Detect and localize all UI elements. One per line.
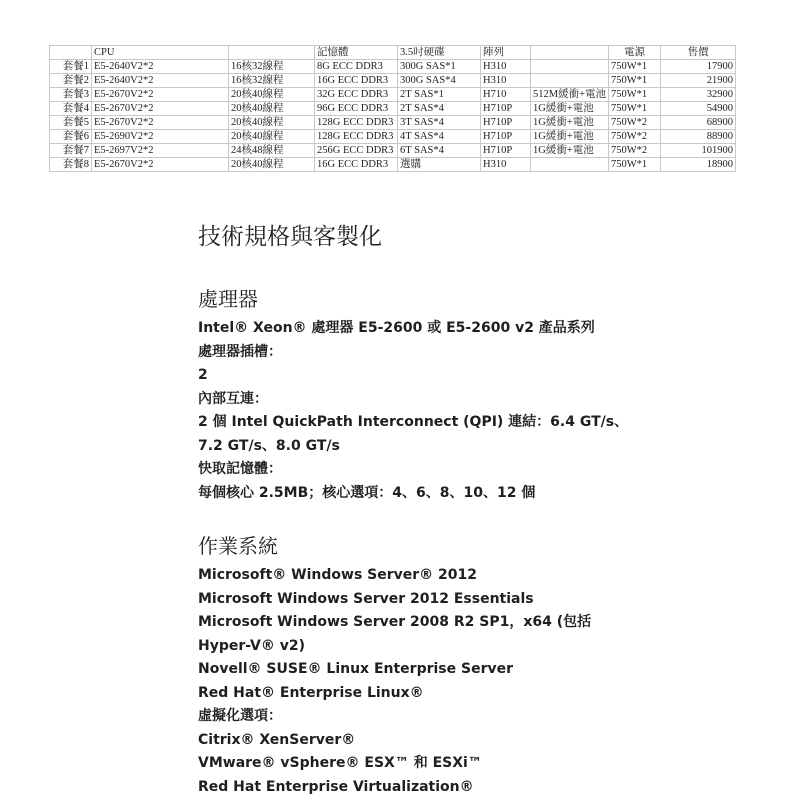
cell-raid-controller: H310 — [481, 74, 531, 88]
interconnect-label: 內部互連： — [198, 390, 268, 407]
cell-cores-threads: 20核40線程 — [229, 116, 315, 130]
header-cell — [531, 46, 609, 60]
cell-package-name: 套餐2 — [50, 74, 92, 88]
cell-memory: 16G ECC DDR3 — [315, 74, 398, 88]
cell-memory: 96G ECC DDR3 — [315, 102, 398, 116]
cell-cpu-model: E5-2690V2*2 — [92, 130, 229, 144]
cell-power-supply: 750W*1 — [609, 74, 661, 88]
cell-memory: 256G ECC DDR3 — [315, 144, 398, 158]
os-item: Microsoft Windows Server 2008 R2 SP1，x64 (包括 — [198, 614, 592, 630]
cell-cores-threads: 24核48線程 — [229, 144, 315, 158]
os-item: Novell® SUSE® Linux Enterprise Server — [198, 661, 514, 677]
virtualization-item: Red Hat Enterprise Virtualization® — [198, 778, 474, 795]
cell-power-supply: 750W*2 — [609, 130, 661, 144]
header-cell — [50, 46, 92, 60]
page-title: 技術規格與客製化 — [198, 224, 382, 250]
cell-package-name: 套餐7 — [50, 144, 92, 158]
header-cell-price: 售價 — [661, 46, 736, 60]
cell-disk: 6T SAS*4 — [398, 144, 481, 158]
cell-raid-controller: H710P — [481, 130, 531, 144]
cell-price: 32900 — [661, 88, 736, 102]
cell-price: 68900 — [661, 116, 736, 130]
cell-disk: 選購 — [398, 158, 481, 172]
processor-heading: 處理器 — [198, 287, 258, 311]
interconnect-value-line2: 7.2 GT/s、8.0 GT/s — [198, 437, 340, 454]
cell-package-name: 套餐4 — [50, 102, 92, 116]
header-cell-disk: 3.5吋硬碟 — [398, 46, 481, 60]
cell-raid-cache — [531, 158, 609, 172]
cell-memory: 32G ECC DDR3 — [315, 88, 398, 102]
cell-cores-threads: 16核32線程 — [229, 74, 315, 88]
cell-raid-controller: H310 — [481, 158, 531, 172]
virtualization-item: Citrix® XenServer® — [198, 731, 356, 748]
table-row — [50, 144, 736, 158]
virtualization-label: 虛擬化選項： — [198, 708, 282, 724]
table-row — [50, 102, 736, 116]
table-row — [50, 130, 736, 144]
cell-disk: 2T SAS*4 — [398, 102, 481, 116]
package-spec-table — [49, 45, 736, 172]
table-row — [50, 60, 736, 74]
cell-memory: 16G ECC DDR3 — [315, 158, 398, 172]
cell-memory: 128G ECC DDR3 — [315, 116, 398, 130]
cell-cores-threads: 20核40線程 — [229, 130, 315, 144]
cell-raid-controller: H310 — [481, 60, 531, 74]
processor-family: Intel® Xeon® 處理器 E5-2600 或 E5-2600 v2 產品系列 — [198, 320, 595, 336]
table-body — [50, 46, 736, 172]
cell-raid-cache: 1G緩衝+電池 — [531, 130, 609, 144]
cell-cores-threads: 20核40線程 — [229, 158, 315, 172]
cell-raid-cache — [531, 74, 609, 88]
cell-raid-controller: H710P — [481, 102, 531, 116]
cell-disk: 3T SAS*4 — [398, 116, 481, 130]
cell-price: 101900 — [661, 144, 736, 158]
cell-disk: 4T SAS*4 — [398, 130, 481, 144]
cell-cpu-model: E5-2670V2*2 — [92, 102, 229, 116]
header-cell-raid: 陣列 — [481, 46, 531, 60]
spec-document — [198, 220, 758, 799]
cell-cpu-model: E5-2670V2*2 — [92, 88, 229, 102]
cell-raid-cache: 1G緩衝+電池 — [531, 144, 609, 158]
cell-package-name: 套餐6 — [50, 130, 92, 144]
os-heading: 作業系統 — [198, 534, 278, 558]
cell-package-name: 套餐5 — [50, 116, 92, 130]
cell-cores-threads: 20核40線程 — [229, 102, 315, 116]
cell-price: 18900 — [661, 158, 736, 172]
header-cell-memory: 記憶體 — [315, 46, 398, 60]
cell-power-supply: 750W*2 — [609, 144, 661, 158]
virtualization-item: VMware® vSphere® ESX™ 和 ESXi™ — [198, 755, 482, 771]
cell-power-supply: 750W*2 — [609, 116, 661, 130]
cell-cores-threads: 16核32線程 — [229, 60, 315, 74]
interconnect-value-line1: 2 個 Intel QuickPath Interconnect (QPI) 連結：6.4 GT/s、 — [198, 414, 629, 430]
table-row — [50, 88, 736, 102]
cell-raid-controller: H710 — [481, 88, 531, 102]
cell-power-supply: 750W*1 — [609, 158, 661, 172]
cell-disk: 300G SAS*4 — [398, 74, 481, 88]
cell-cpu-model: E5-2670V2*2 — [92, 158, 229, 172]
cache-label: 快取記憶體： — [198, 461, 282, 477]
cell-power-supply: 750W*1 — [609, 88, 661, 102]
cell-power-supply: 750W*1 — [609, 102, 661, 116]
cell-package-name: 套餐1 — [50, 60, 92, 74]
cell-price: 88900 — [661, 130, 736, 144]
header-cell-power: 電源 — [609, 46, 661, 60]
cell-raid-controller: H710P — [481, 144, 531, 158]
cell-package-name: 套餐3 — [50, 88, 92, 102]
header-cell-cpu: CPU — [92, 46, 229, 60]
header-cell — [229, 46, 315, 60]
cell-raid-controller: H710P — [481, 116, 531, 130]
os-item: Microsoft Windows Server 2012 Essentials — [198, 590, 534, 607]
cell-memory: 8G ECC DDR3 — [315, 60, 398, 74]
table-header-row — [50, 46, 736, 60]
cell-disk: 2T SAS*1 — [398, 88, 481, 102]
cell-price: 21900 — [661, 74, 736, 88]
cell-cpu-model: E5-2640V2*2 — [92, 74, 229, 88]
cell-raid-cache: 512M緩衝+電池 — [531, 88, 609, 102]
processor-socket-label: 處理器插槽： — [198, 343, 282, 360]
cell-price: 54900 — [661, 102, 736, 116]
cell-cpu-model: E5-2697V2*2 — [92, 144, 229, 158]
cell-cpu-model: E5-2670V2*2 — [92, 116, 229, 130]
cell-cores-threads: 20核40線程 — [229, 88, 315, 102]
os-item: Red Hat® Enterprise Linux® — [198, 684, 424, 701]
os-item: Microsoft® Windows Server® 2012 — [198, 567, 477, 583]
table-row — [50, 116, 736, 130]
processor-socket-value: 2 — [198, 367, 208, 383]
cell-disk: 300G SAS*1 — [398, 60, 481, 74]
cache-value: 每個核心 2.5MB；核心選項：4、6、8、10、12 個 — [198, 484, 536, 501]
table-row — [50, 74, 736, 88]
cell-cpu-model: E5-2640V2*2 — [92, 60, 229, 74]
cell-raid-cache: 1G緩衝+電池 — [531, 116, 609, 130]
cell-package-name: 套餐8 — [50, 158, 92, 172]
cell-price: 17900 — [661, 60, 736, 74]
cell-raid-cache: 1G緩衝+電池 — [531, 102, 609, 116]
cell-power-supply: 750W*1 — [609, 60, 661, 74]
os-item: Hyper-V® v2) — [198, 637, 306, 654]
cell-memory: 128G ECC DDR3 — [315, 130, 398, 144]
table-row — [50, 158, 736, 172]
cell-raid-cache — [531, 60, 609, 74]
